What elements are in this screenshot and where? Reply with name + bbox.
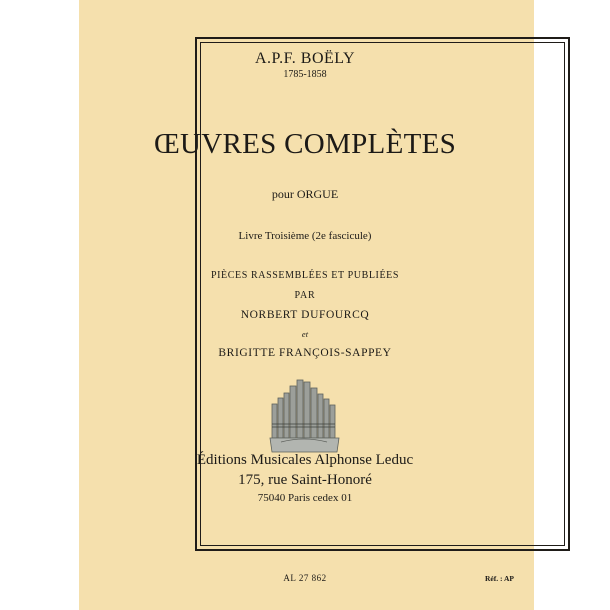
collected-line: PIÈCES RASSEMBLÉES ET PUBLIÉES	[210, 270, 400, 281]
volume-line: Livre Troisième (2e fascicule)	[238, 230, 372, 242]
score-cover	[79, 0, 534, 610]
publisher-city: 75040 Paris cedex 01	[257, 492, 353, 504]
catalog-number: AL 27 862	[283, 573, 327, 583]
publisher-address: 175, rue Saint-Honoré	[238, 472, 372, 488]
editor-name-2: BRIGITTE FRANÇOIS-SAPPEY	[218, 347, 392, 359]
editor-name-1: NORBERT DUFOURCQ	[240, 309, 370, 321]
work-title: ŒUVRES COMPLÈTES	[153, 128, 457, 160]
instrument-line: pour ORGUE	[271, 187, 339, 201]
publisher-name: Éditions Musicales Alphonse Leduc	[196, 452, 414, 468]
reference-code: Réf. : AP	[485, 574, 514, 583]
composer-name: A.P.F. BOËLY	[254, 50, 356, 67]
organ-pipes-icon	[269, 376, 340, 454]
composer-dates: 1785-1858	[283, 69, 327, 80]
and-conjunction: et	[301, 329, 309, 339]
by-line: PAR	[294, 290, 316, 301]
